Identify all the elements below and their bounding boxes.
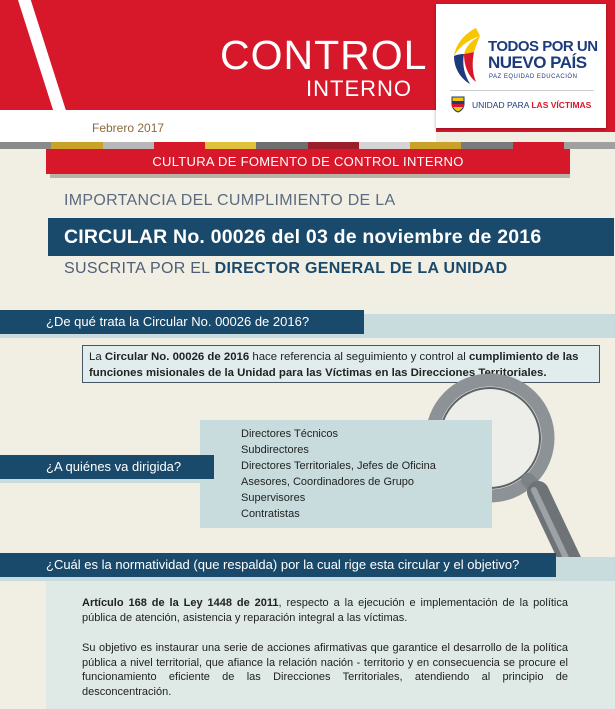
circular-title: CIRCULAR No. 00026 del 03 de noviembre de 2016	[64, 226, 542, 248]
audience-item: Directores Territoriales, Jefes de Oficina	[241, 460, 436, 472]
logo-tagline: PAZ EQUIDAD EDUCACIÓN	[489, 74, 578, 80]
coat-of-arms-icon	[450, 95, 466, 113]
stripe-segment	[205, 142, 256, 149]
logo-line1: TODOS POR UN	[488, 38, 598, 55]
decorative-color-stripe	[0, 142, 615, 149]
objective-paragraph: Su objetivo es instaurar una serie de acciones afirmativas que garantice el desarrollo de la política pública a nivel territorial, que afiance la relación nación - territorio y en consecuencia se procure el funcionamiento eficiente de las Direcciones Territoriales, atendiendo al principio de desconcentración.	[82, 642, 568, 698]
stripe-segment	[0, 142, 51, 149]
stripe-segment	[359, 142, 410, 149]
banner-shadow	[50, 174, 570, 178]
q1-question: ¿De qué trata la Circular No. 00026 de 2016?	[0, 310, 364, 334]
answer-fragment: La	[89, 351, 105, 363]
audience-item: Subdirectores	[241, 444, 309, 456]
audience-item: Directores Técnicos	[241, 428, 338, 440]
answer-fragment: Circular No. 00026 de 2016	[104, 351, 250, 363]
answer-fragment: hace referencia al seguimiento y control al	[249, 351, 469, 363]
publication-date: Febrero 2017	[92, 121, 165, 135]
normative-paragraph: Artículo 168 de la Ley 1448 de 2011, respecto a la ejecución e implementación de la política pública de atención, asistencia y reparación integral a las víctimas.	[82, 597, 568, 624]
stripe-segment	[103, 142, 154, 149]
stripe-segment	[51, 142, 102, 149]
culture-banner: CULTURA DE FOMENTO DE CONTROL INTERNO	[46, 149, 570, 174]
audience-item: Supervisores	[241, 492, 306, 504]
stripe-segment	[564, 142, 615, 149]
q3-question: ¿Cuál es la normatividad (que respalda) por la cual rige esta circular y el objetivo?	[0, 553, 556, 577]
q2-question: ¿A quiénes va dirigida?	[0, 455, 214, 479]
stripe-segment	[256, 142, 307, 149]
audience-item: Asesores, Coordinadores de Grupo	[241, 476, 415, 488]
stripe-segment	[154, 142, 205, 149]
audience-item: Contratistas	[241, 508, 300, 520]
flag-mark-icon	[450, 26, 486, 88]
heading-line1: IMPORTANCIA DEL CUMPLIMIENTO DE LA	[64, 192, 396, 209]
stripe-segment	[410, 142, 461, 149]
title-interno: INTERNO	[306, 76, 412, 101]
logo-divider	[450, 90, 594, 91]
unidad-victimas-label: UNIDAD PARA LAS VÍCTIMAS	[472, 100, 592, 110]
title-control: CONTROL	[220, 32, 428, 78]
stripe-segment	[461, 142, 512, 149]
answer-fragment: cumplimiento de las funciones misionales de la Unidad para las Víctimas en las Direcciones Territoriales.	[89, 351, 579, 379]
stripe-segment	[308, 142, 359, 149]
stripe-segment	[513, 142, 564, 149]
government-logo	[436, 4, 606, 128]
heading-line3: SUSCRITA POR EL DIRECTOR GENERAL DE LA UNIDAD	[64, 260, 508, 277]
logo-line2: NUEVO PAÍS	[488, 53, 587, 72]
